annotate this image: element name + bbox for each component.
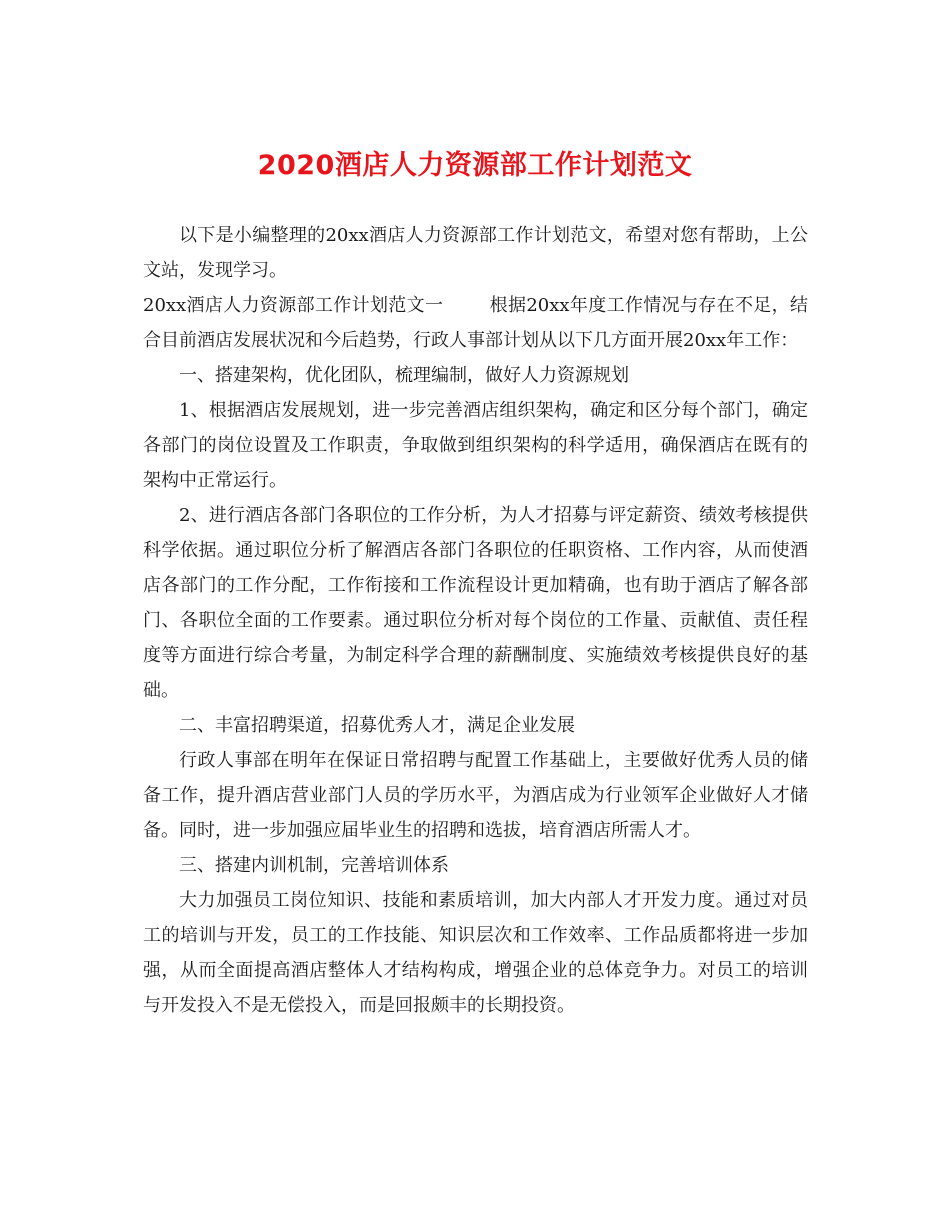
- intro-paragraph: 以下是小编整理的20xx酒店人力资源部工作计划范文，希望对您有帮助，上公文站，发现学习。: [143, 225, 808, 281]
- section-3-body: 大力加强员工岗位知识、技能和素质培训，加大内部人才开发力度。通过对员工的培训与开发，员工的工作技能、知识层次和工作效率、工作品质都将进一步加强，从而全面提高酒店整体人才结构构成，增强企业的总体竞争力。对员工的培训与开发投入不是无偿投入，而是回报颇丰的长期投资。: [143, 890, 808, 1016]
- section-1-item-1: 1、根据酒店发展规划，进一步完善酒店组织架构，确定和区分每个部门，确定各部门的岗位设置及工作职责，争取做到组织架构的科学适用，确保酒店在既有的架构中正常运行。: [143, 400, 808, 491]
- section-1-item-2: 2、进行酒店各部门各职位的工作分析，为人才招募与评定薪资、绩效考核提供科学依据。通过职位分析了解酒店各部门各职位的任职资格、工作内容，从而使酒店各部门的工作分配，工作衔接和工作流程设计更加精确，也有助于酒店了解各部门、各职位全面的工作要素。通过职位分析对每个岗位的工作量、贡献值、责任程度等方面进行综合考量，为制定科学合理的薪酬制度、实施绩效考核提供良好的基础。: [143, 505, 808, 701]
- section-2-body: 行政人事部在明年在保证日常招聘与配置工作基础上，主要做好优秀人员的储备工作，提升酒店营业部门人员的学历水平，为酒店成为行业领军企业做好人才储备。同时，进一步加强应届毕业生的招聘和选拔，培育酒店所需人才。: [143, 750, 808, 841]
- plan-opening-paragraph: [143, 288, 808, 358]
- section-heading-1: 一、搭建架构，优化团队，梳理编制，做好人力资源规划: [179, 365, 629, 386]
- section-heading-3: 三、搭建内训机制，完善培训体系: [179, 855, 449, 876]
- plan-opening-text: 根据20xx年度工作情况与存在不足，结合目前酒店发展状况和今后趋势，行政人事部计划从以下几方面开展20xx年工作：: [143, 295, 808, 351]
- section-heading-2: 二、丰富招聘渠道，招募优秀人才，满足企业发展: [179, 715, 575, 736]
- document-title: 2020酒店人力资源部工作计划范文: [257, 150, 693, 181]
- plan-heading: 20xx酒店人力资源部工作计划范文一: [143, 295, 444, 316]
- document-body: [143, 218, 808, 1023]
